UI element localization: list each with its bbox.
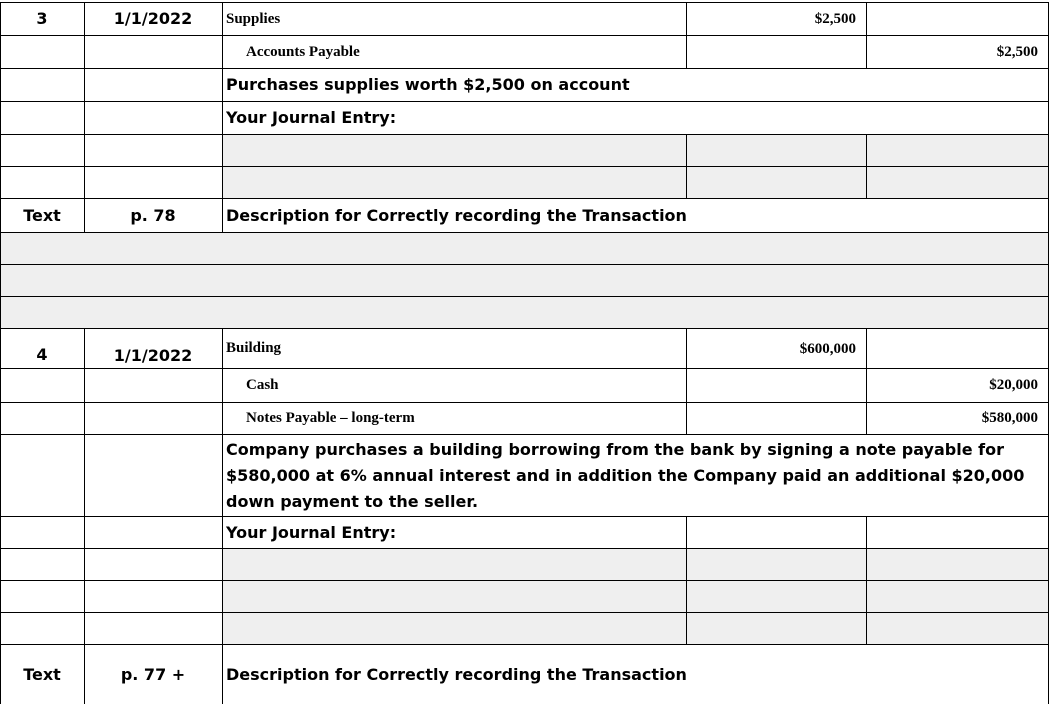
entry-date: 1/1/2022 — [113, 346, 193, 365]
reference-page: p. 78 — [130, 206, 176, 225]
debit-amount: $600,000 — [799, 341, 856, 357]
entry-number: 4 — [36, 345, 48, 364]
credit-account: Accounts Payable — [246, 44, 360, 60]
transaction-description: Company purchases a building borrowing from the bank by signing a note payable for $580,000 at 6% annual interest and in addition the Company paid an additional $20,000 down payment to the seller. — [226, 440, 1025, 511]
reference-source: Text — [23, 665, 61, 684]
credit-amount-2: $580,000 — [981, 410, 1038, 426]
credit-amount: $2,500 — [996, 44, 1038, 60]
your-journal-entry-label: Your Journal Entry: — [226, 523, 397, 542]
description-input-area-3[interactable] — [0, 233, 1049, 329]
description-label: Description for Correctly recording the Transaction — [226, 206, 687, 225]
credit-account-1: Cash — [246, 377, 279, 393]
entry-date: 1/1/2022 — [113, 9, 193, 28]
description-label: Description for Correctly recording the Transaction — [226, 665, 687, 684]
credit-account-2: Notes Payable – long-term — [246, 410, 415, 426]
reference-source: Text — [23, 206, 61, 225]
debit-account: Supplies — [226, 11, 281, 27]
your-journal-entry-label: Your Journal Entry: — [226, 108, 397, 127]
entry-input-area-4[interactable] — [222, 548, 1049, 644]
debit-amount: $2,500 — [814, 11, 856, 27]
transaction-description: Purchases supplies worth $2,500 on account — [226, 75, 630, 94]
reference-page: p. 77 + — [120, 665, 186, 684]
credit-amount-1: $20,000 — [989, 377, 1038, 393]
debit-account: Building — [226, 340, 282, 356]
entry-number: 3 — [36, 9, 48, 28]
